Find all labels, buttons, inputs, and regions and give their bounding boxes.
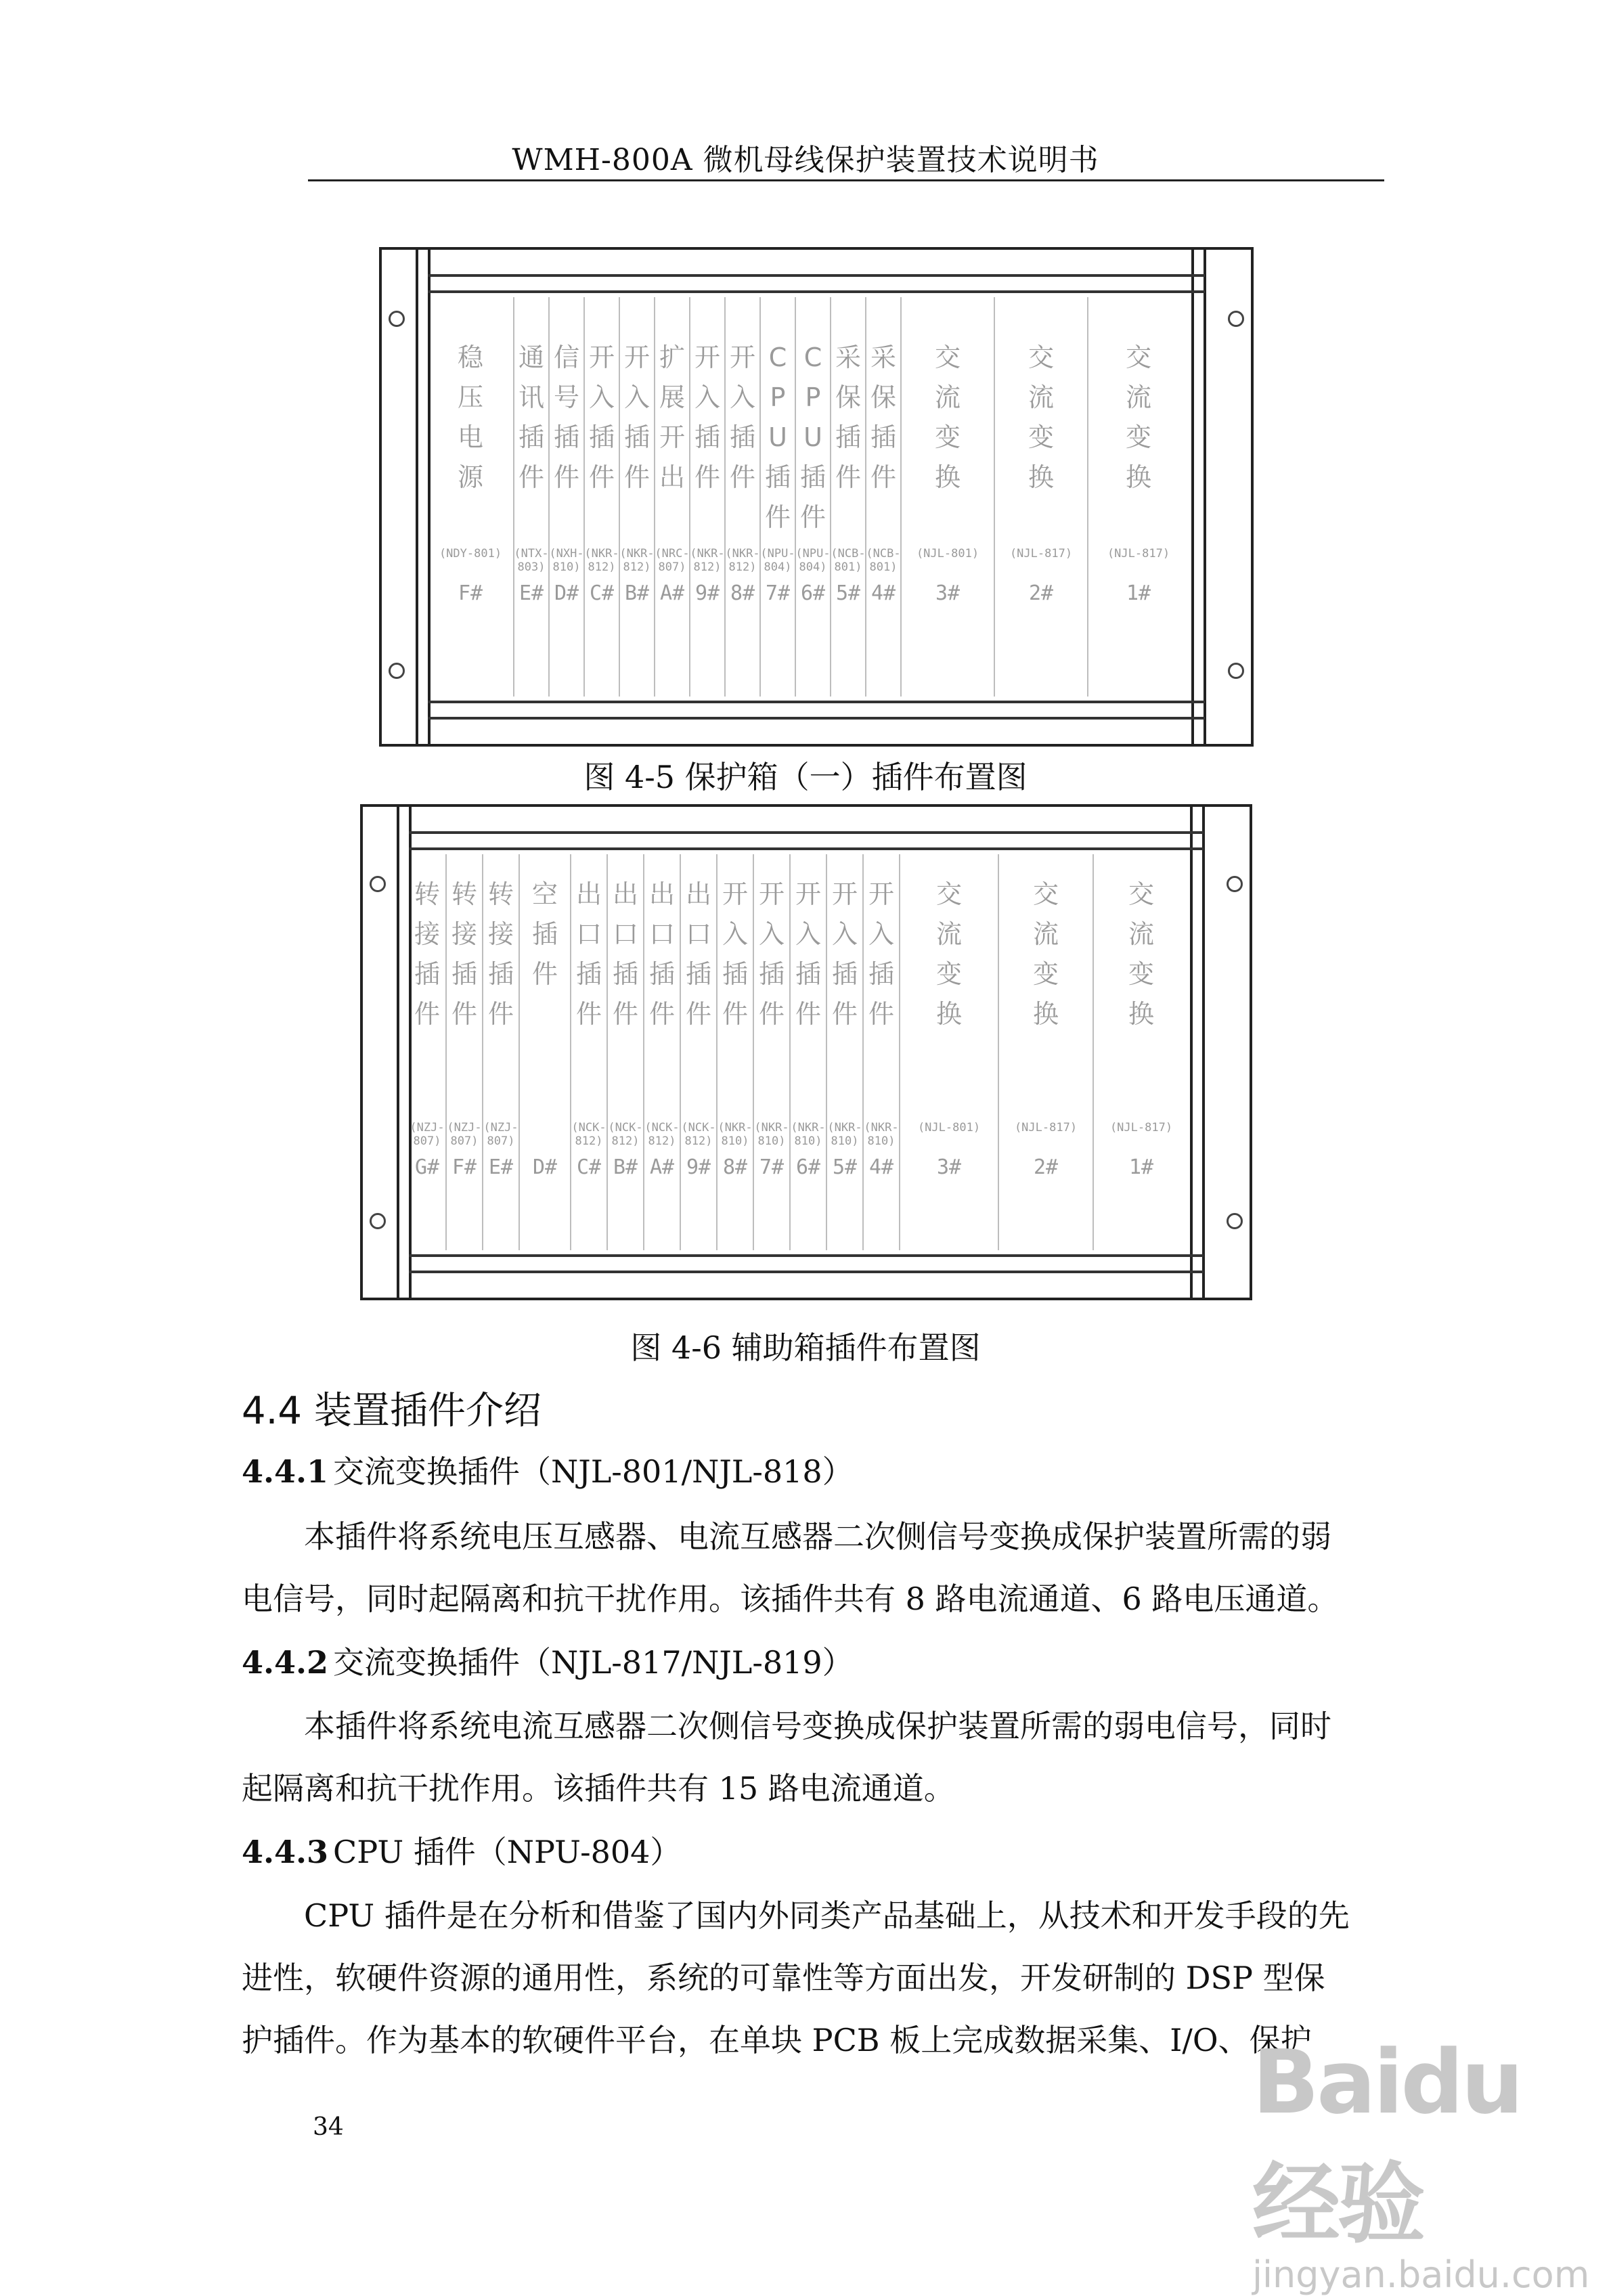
slot-name: 出 口 插 件	[685, 879, 711, 1029]
slot-name: 开 入 插 件	[729, 343, 755, 492]
slot-model: (NPU- 804)	[795, 547, 831, 574]
slot-name: 开 入 插 件	[588, 343, 615, 492]
slot-name: 出 口 插 件	[648, 879, 675, 1029]
slot-model: (NJL-817)	[1107, 547, 1170, 560]
slot-model: (NJL-817)	[1009, 547, 1073, 560]
slot-position: 2#	[1033, 1155, 1059, 1179]
slot-position: A#	[649, 1155, 675, 1179]
slot-model: (NXH- 810)	[549, 547, 584, 574]
slot-model: (NZJ- 807)	[483, 1121, 518, 1148]
slot-10	[789, 854, 826, 1250]
slot-model: (NKR- 812)	[725, 547, 760, 574]
slot-model: (NKR- 810)	[864, 1121, 899, 1148]
slot-name: 空 插 件	[531, 879, 558, 989]
slot-3	[583, 297, 619, 697]
slot-name: 开 入 插 件	[623, 343, 650, 492]
slot-position: 8#	[730, 581, 755, 605]
text-line: 电信号，同时起隔离和抗干扰作用。该插件共有 8 路电流通道、6 路电压通道。	[242, 1581, 1339, 1617]
slot-position: 4#	[868, 1155, 894, 1179]
subsection-number: 4.4.2	[242, 1644, 329, 1681]
slot-13	[994, 297, 1087, 697]
section-heading: 4.4 装置插件介绍	[242, 1389, 542, 1433]
slot-model: (NPU- 804)	[760, 547, 795, 574]
subsection-title: 交流变换插件（NJL-801/NJL-818）	[333, 1453, 854, 1490]
slot-position: E#	[488, 1155, 514, 1179]
slot-name: 开 入 插 件	[868, 879, 894, 1029]
slot-position: F#	[451, 1155, 477, 1179]
slot-position: F#	[458, 581, 483, 605]
slot-3	[518, 854, 570, 1250]
slot-0	[409, 854, 445, 1250]
slot-model: (NCK- 812)	[571, 1121, 606, 1148]
subsection-4-4-1-heading	[242, 1447, 854, 1492]
slot-5	[606, 854, 643, 1250]
slot-14	[1087, 297, 1189, 697]
paragraph-4-4-2	[242, 1695, 1386, 1819]
slot-name: 交 流 变 换	[1032, 879, 1059, 1029]
slot-model: (NKR- 810)	[718, 1121, 753, 1148]
slot-1	[513, 297, 548, 697]
slot-name: 交 流 变 换	[1128, 879, 1154, 1029]
slot-model: (NKR- 812)	[584, 547, 619, 574]
slot-name: 交 流 变 换	[935, 879, 962, 1029]
slot-position: 5#	[835, 581, 861, 605]
slot-name: 稳 压 电 源	[457, 343, 483, 492]
slot-position: 3#	[935, 581, 961, 605]
slot-name: 通 讯 插 件	[518, 343, 544, 492]
slot-model: (NZJ- 807)	[410, 1121, 445, 1148]
slot-8	[716, 854, 753, 1250]
slot-6	[689, 297, 724, 697]
slot-8	[759, 297, 795, 697]
slot-model: (NZJ- 807)	[447, 1121, 482, 1148]
slot-model: (NKR- 810)	[827, 1121, 862, 1148]
slot-0	[428, 297, 513, 697]
slot-name: C P U 插 件	[764, 343, 791, 532]
slot-position: 6#	[795, 1155, 821, 1179]
slot-model: (NJL-817)	[1014, 1121, 1078, 1134]
slot-15	[1093, 854, 1189, 1250]
slot-model: (NKR- 812)	[690, 547, 725, 574]
slot-position: 9#	[686, 1155, 711, 1179]
slot-9	[753, 854, 789, 1250]
text-line: CPU 插件是在分析和借鉴了国内外同类产品基础上，从技术和开发手段的先	[304, 1897, 1350, 1934]
slot-model: (NCK- 812)	[681, 1121, 716, 1148]
slot-7	[680, 854, 716, 1250]
slot-name: 出 口 插 件	[612, 879, 638, 1029]
slot-12	[862, 854, 899, 1250]
subsection-title: CPU 插件（NPU-804）	[333, 1834, 682, 1870]
slot-name: 信 号 插 件	[553, 343, 579, 492]
slot-model: (NTX- 803)	[514, 547, 549, 574]
slot-model: (NCB- 801)	[831, 547, 866, 574]
subsection-4-4-2-heading	[242, 1638, 854, 1683]
slot-13	[899, 854, 998, 1250]
subsection-number: 4.4.1	[242, 1453, 329, 1490]
subsection-4-4-3-heading	[242, 1828, 681, 1872]
slot-model: (NCB- 801)	[866, 547, 901, 574]
slot-name: 开 入 插 件	[831, 879, 858, 1029]
slot-name: 开 入 插 件	[722, 879, 748, 1029]
slot-2	[548, 297, 583, 697]
slot-position: 7#	[765, 581, 791, 605]
slot-position: 8#	[722, 1155, 748, 1179]
rack-diagram-protection-box	[379, 247, 1254, 747]
slot-name: 出 口 插 件	[575, 879, 602, 1029]
watermark-logo	[1252, 2031, 1590, 2296]
slot-position: B#	[613, 1155, 638, 1179]
slot-position: 6#	[800, 581, 826, 605]
text-line: 进性，软硬件资源的通用性，系统的可靠性等方面出发，开发研制的 DSP 型保	[242, 1960, 1325, 1996]
slot-4	[570, 854, 606, 1250]
slot-position: C#	[576, 1155, 602, 1179]
watermark-url: jingyan.baidu.com	[1252, 2253, 1590, 2296]
slot-position: 2#	[1028, 581, 1054, 605]
subsection-number: 4.4.3	[242, 1834, 329, 1870]
slot-model: (NJL-801)	[916, 547, 979, 560]
text-line: 护插件。作为基本的软硬件平台，在单块 PCB 板上完成数据采集、I/O、保护	[242, 2022, 1312, 2058]
slot-position: C#	[589, 581, 615, 605]
slot-14	[998, 854, 1093, 1250]
slot-name: 开 入 插 件	[694, 343, 720, 492]
running-header: WMH-800A 微机母线保护装置技术说明书	[512, 143, 1099, 177]
slot-position: D#	[532, 1155, 558, 1179]
slot-name: 交 流 变 换	[934, 343, 961, 492]
slot-name: 开 入 插 件	[795, 879, 821, 1029]
slot-5	[654, 297, 689, 697]
slot-9	[795, 297, 830, 697]
slot-position: 1#	[1126, 581, 1151, 605]
slot-model: (NRC- 807)	[655, 547, 690, 574]
slot-position: 1#	[1128, 1155, 1154, 1179]
slot-position: E#	[518, 581, 544, 605]
slot-model: (NJL-817)	[1109, 1121, 1173, 1134]
watermark-brand: Baidu经验	[1252, 2031, 1521, 2255]
slot-name: 转 接 插 件	[451, 879, 477, 1029]
slot-model: (NKR- 810)	[791, 1121, 826, 1148]
figure-4-5-caption: 图 4-5 保护箱（一）插件布置图	[583, 759, 1028, 795]
slot-name: 采 保 插 件	[870, 343, 896, 492]
header-rule	[308, 179, 1384, 181]
slot-model: (NCK- 812)	[608, 1121, 643, 1148]
slot-position: B#	[624, 581, 650, 605]
page-number: 34	[313, 2113, 344, 2141]
text-line: 本插件将系统电压互感器、电流互感器二次侧信号变换成保护装置所需的弱	[304, 1518, 1331, 1555]
slot-position: 3#	[936, 1155, 962, 1179]
subsection-title: 交流变换插件（NJL-817/NJL-819）	[333, 1644, 854, 1681]
slot-name: 扩 展 开 出	[659, 343, 685, 492]
slot-6	[643, 854, 680, 1250]
slot-name: 交 流 变 换	[1028, 343, 1054, 492]
slot-model: (NKR- 810)	[754, 1121, 789, 1148]
slot-name: 转 接 插 件	[414, 879, 440, 1029]
slot-name: 转 接 插 件	[487, 879, 514, 1029]
slot-4	[619, 297, 654, 697]
slot-model: (NDY-801)	[439, 547, 502, 560]
slot-position: 5#	[832, 1155, 858, 1179]
slot-model: (NCK- 812)	[644, 1121, 680, 1148]
figure-4-6-caption: 图 4-6 辅助箱插件布置图	[630, 1329, 981, 1366]
paragraph-4-4-1	[242, 1505, 1386, 1630]
paragraph-4-4-3	[242, 1884, 1386, 2071]
slot-position: A#	[659, 581, 685, 605]
slot-model: (NJL-801)	[917, 1121, 981, 1134]
slot-position: 9#	[694, 581, 720, 605]
slot-7	[724, 297, 759, 697]
slot-name: 开 入 插 件	[758, 879, 785, 1029]
slot-model: (NKR- 812)	[619, 547, 655, 574]
slot-name: C P U 插 件	[799, 343, 826, 532]
slot-10	[830, 297, 865, 697]
text-line: 起隔离和抗干扰作用。该插件共有 15 路电流通道。	[242, 1770, 955, 1807]
slot-12	[900, 297, 994, 697]
slot-1	[445, 854, 482, 1250]
slot-2	[482, 854, 518, 1250]
text-line: 本插件将系统电流互感器二次侧信号变换成保护装置所需的弱电信号，同时	[304, 1708, 1331, 1744]
slot-position: 7#	[759, 1155, 785, 1179]
slot-position: G#	[414, 1155, 440, 1179]
slot-name: 采 保 插 件	[835, 343, 861, 492]
slot-11	[826, 854, 862, 1250]
slot-position: 4#	[870, 581, 896, 605]
slot-name: 交 流 变 换	[1125, 343, 1151, 492]
slot-position: D#	[554, 581, 579, 605]
slot-11	[865, 297, 900, 697]
rack-diagram-auxiliary-box	[360, 804, 1252, 1300]
